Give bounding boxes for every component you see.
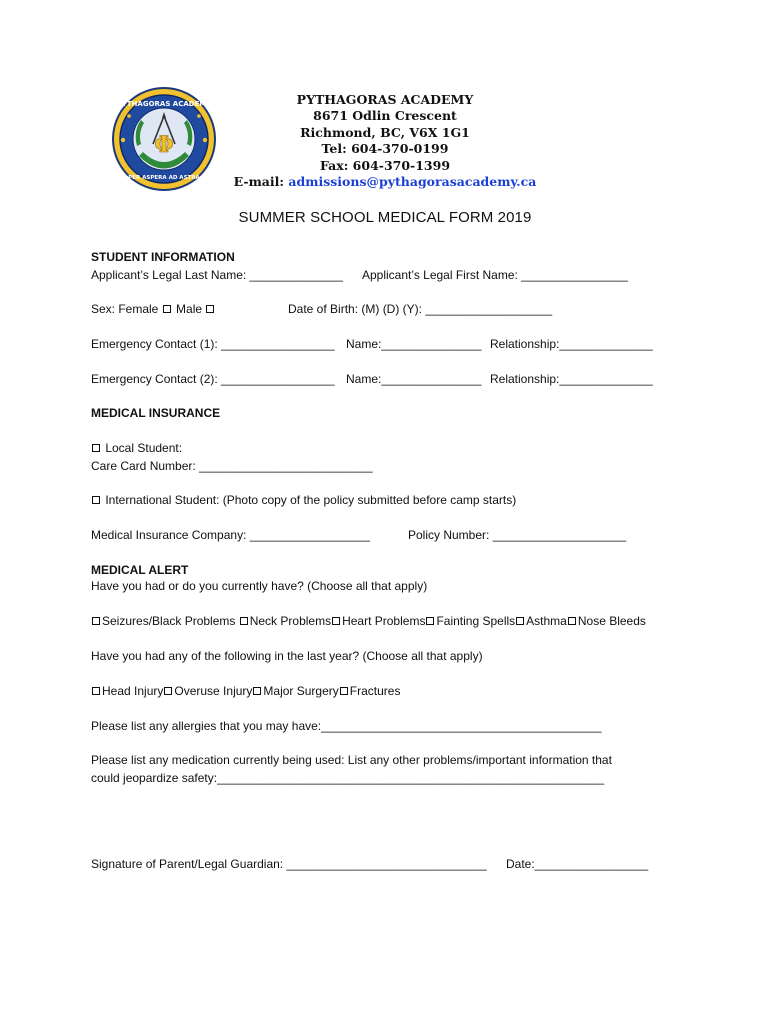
- fractures-checkbox[interactable]: [340, 687, 348, 695]
- address-line-1: 8671 Odlin Crescent: [313, 108, 457, 124]
- logo-top-text: PYTHAGORAS ACADEMY: [116, 100, 212, 108]
- sex-male-label: Male: [172, 302, 206, 316]
- local-student-checkbox[interactable]: [92, 444, 100, 452]
- conditions-options: [91, 613, 646, 629]
- international-student-option: [91, 492, 516, 508]
- insurance-company-field[interactable]: Medical Insurance Company: __________________: [91, 528, 370, 542]
- injury-head: Head Injury: [102, 684, 164, 698]
- policy-number-field[interactable]: Policy Number: ____________________: [408, 528, 627, 542]
- condition-seizures: Seizures/Black Problems: [102, 614, 239, 628]
- email-line: [230, 174, 540, 190]
- emergency-contact-1-field[interactable]: Emergency Contact (1): _________________: [91, 337, 335, 351]
- care-card-field[interactable]: Care Card Number: __________________________: [91, 459, 373, 473]
- fax: Fax: 604-370-1399: [319, 157, 451, 173]
- last-name-field[interactable]: Applicant’s Legal Last Name: ______________: [91, 268, 343, 282]
- school-name: PYTHAGORAS ACADEMY: [296, 92, 474, 107]
- medication-prompt: Please list any medication currently being used: List any other problems/important information that: [91, 753, 612, 767]
- international-student-label: International Student: (Photo copy of the policy submitted before camp starts): [102, 493, 517, 507]
- email-label: E-mail:: [233, 174, 289, 190]
- sex-field: [91, 301, 216, 317]
- injury-fractures: Fractures: [349, 684, 401, 698]
- condition-neck: Neck Problems: [249, 614, 332, 628]
- major-surgery-checkbox[interactable]: [253, 687, 261, 695]
- seizures-checkbox[interactable]: [92, 617, 100, 625]
- neck-problems-checkbox[interactable]: [240, 617, 248, 625]
- emergency-contact-2-field[interactable]: Emergency Contact (2): _________________: [91, 372, 335, 386]
- heart-problems-checkbox[interactable]: [332, 617, 340, 625]
- conditions-question: Have you had or do you currently have? (Choose all that apply): [91, 579, 428, 593]
- asthma-checkbox[interactable]: [516, 617, 524, 625]
- head-injury-checkbox[interactable]: [92, 687, 100, 695]
- international-student-checkbox[interactable]: [92, 496, 100, 504]
- allergies-field[interactable]: Please list any allergies that you may have:__________________________________________: [91, 719, 602, 733]
- nose-bleeds-checkbox[interactable]: [568, 617, 576, 625]
- condition-fainting: Fainting Spells: [436, 614, 516, 628]
- male-checkbox[interactable]: [206, 305, 214, 313]
- female-checkbox[interactable]: [163, 305, 171, 313]
- condition-asthma: Asthma: [526, 614, 567, 628]
- injuries-question: Have you had any of the following in the last year? (Choose all that apply): [91, 649, 483, 663]
- injury-surgery: Major Surgery: [263, 684, 339, 698]
- logo-symbol: Φ: [154, 132, 174, 158]
- signature-date-field[interactable]: Date:_________________: [506, 857, 649, 871]
- email-link[interactable]: admissions@pythagorasacademy.ca: [288, 174, 537, 190]
- injuries-options: [91, 683, 400, 699]
- injury-overuse: Overuse Injury: [174, 684, 253, 698]
- medical-insurance-heading: MEDICAL INSURANCE: [91, 406, 221, 420]
- overuse-injury-checkbox[interactable]: [164, 687, 172, 695]
- sex-female-label: Sex: Female: [91, 302, 162, 316]
- emergency-contact-1-relationship[interactable]: Relationship:______________: [490, 337, 653, 351]
- emergency-contact-2-name[interactable]: Name:_______________: [346, 372, 482, 386]
- local-student-label: Local Student:: [102, 441, 183, 455]
- address-line-2: Richmond, BC, V6X 1G1: [300, 124, 470, 140]
- emergency-contact-1-name[interactable]: Name:_______________: [346, 337, 482, 351]
- telephone: Tel: 604-370-0199: [321, 141, 449, 157]
- condition-nose-bleeds: Nose Bleeds: [577, 614, 646, 628]
- school-header: [230, 92, 540, 190]
- academy-logo: [111, 86, 217, 192]
- guardian-signature-field[interactable]: Signature of Parent/Legal Guardian: ______________________________: [91, 857, 487, 871]
- first-name-field[interactable]: Applicant’s Legal First Name: ________________: [362, 268, 628, 282]
- medical-alert-heading: MEDICAL ALERT: [91, 563, 189, 577]
- emergency-contact-2-relationship[interactable]: Relationship:______________: [490, 372, 653, 386]
- local-student-option: [91, 440, 182, 456]
- medication-field[interactable]: could jeopardize safety:__________________________________________________________: [91, 771, 605, 785]
- student-info-heading: STUDENT INFORMATION: [91, 250, 235, 264]
- condition-heart: Heart Problems: [342, 614, 426, 628]
- form-title: SUMMER SCHOOL MEDICAL FORM 2019: [238, 209, 532, 226]
- logo-bottom-text: PER ASPERA AD ASTRA: [128, 175, 200, 181]
- fainting-spells-checkbox[interactable]: [426, 617, 434, 625]
- dob-field[interactable]: Date of Birth: (M) (D) (Y): ___________________: [288, 302, 553, 316]
